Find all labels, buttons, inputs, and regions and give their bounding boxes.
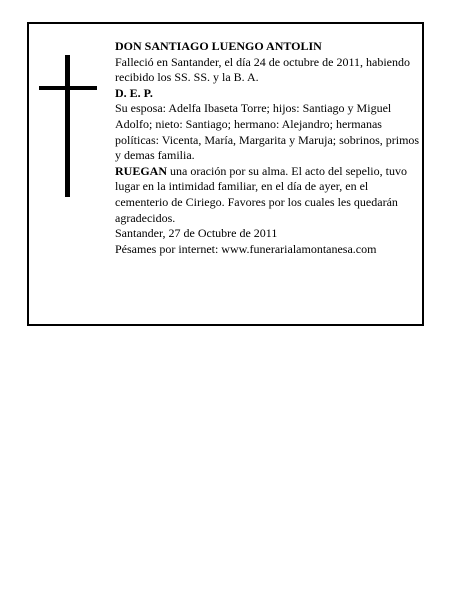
family-list: Su esposa: Adelfa Ibaseta Torre; hijos: Santiago y Miguel Adolfo; nieto: Santiago; hermano: Alejandro; hermanas políticas: Vicenta, María, Margarita y Maruja; sobrinos, primos y demas familia.: [115, 101, 420, 163]
death-announcement: Falleció en Santander, el día 24 de octubre de 2011, habiendo recibido los SS. SS. y la B. A.: [115, 54, 410, 85]
obituary-text: [115, 39, 421, 257]
cross-horizontal-bar: [39, 86, 97, 90]
cross-icon: [39, 55, 97, 197]
rip-text: D. E. P.: [115, 85, 153, 100]
place-date: Santander, 27 de Octubre de 2011: [115, 226, 278, 241]
ruegan-word: RUEGAN: [115, 163, 168, 178]
obituary-notice-box: [27, 22, 424, 326]
cross-vertical-bar: [65, 55, 70, 197]
condolences-line: Pésames por internet: www.funerarialamontanesa.com: [115, 241, 377, 256]
ruegan-paragraph: [115, 164, 421, 226]
deceased-name: DON SANTIAGO LUENGO ANTOLIN: [115, 39, 322, 53]
ruegan-text: una oración por su alma. El acto del sepelio, tuvo lugar en la intimidad familiar, en el día de ayer, en el cementerio de Ciriego. Favores por los cuales les quedarán agradecidos.: [115, 163, 407, 225]
